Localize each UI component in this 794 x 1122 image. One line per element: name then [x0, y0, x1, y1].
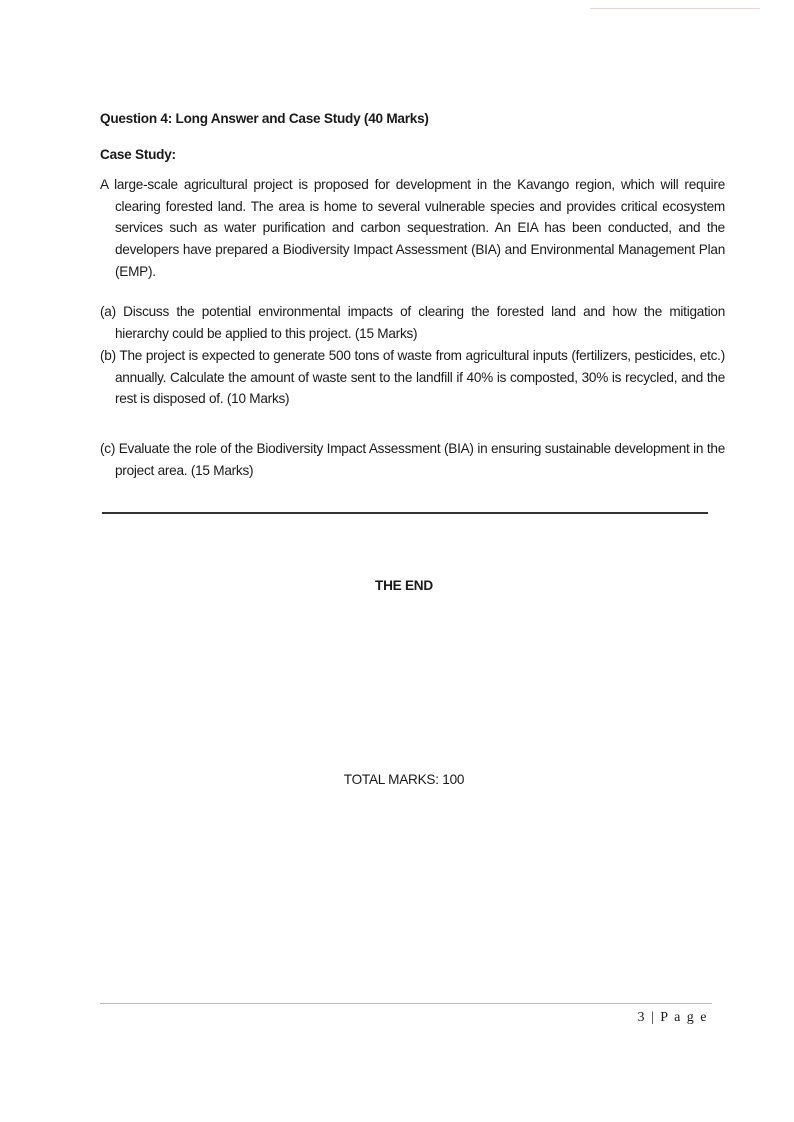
horizontal-divider	[102, 512, 708, 514]
page-number: 3 | P a g e	[637, 1010, 708, 1025]
question-part-c: (c) Evaluate the role of the Biodiversity Impact Assessment (BIA) in ensuring sustainable development in the project area. (15 Marks)	[100, 441, 725, 478]
question-heading: Question 4: Long Answer and Case Study (40 Marks)	[100, 111, 429, 126]
scan-artifact-line	[590, 8, 760, 9]
question-part-b: (b) The project is expected to generate 500 tons of waste from agricultural inputs (fertilizers, pesticides, etc.) annually. Calculate the amount of waste sent to the landfill if 40% is composted, 30% is recycled, and the rest is disposed of. (10 Marks)	[100, 348, 725, 407]
footer-divider	[100, 1003, 712, 1004]
the-end-label: THE END	[375, 578, 433, 593]
total-marks-label: TOTAL MARKS: 100	[343, 772, 465, 787]
case-study-paragraph: A large-scale agricultural project is proposed for development in the Kavango region, which will require clearing forested land. The area is home to several vulnerable species and provides critical ecosystem services such as water purification and carbon sequestration. An EIA has been conducted, and the developers have prepared a Biodiversity Impact Assessment (BIA) and Environmental Management Plan (EMP).	[100, 177, 725, 279]
case-study-label: Case Study:	[100, 147, 176, 162]
question-part-a: (a) Discuss the potential environmental impacts of clearing the forested land and how the mitigation hierarchy could be applied to this project. (15 Marks)	[100, 304, 725, 341]
